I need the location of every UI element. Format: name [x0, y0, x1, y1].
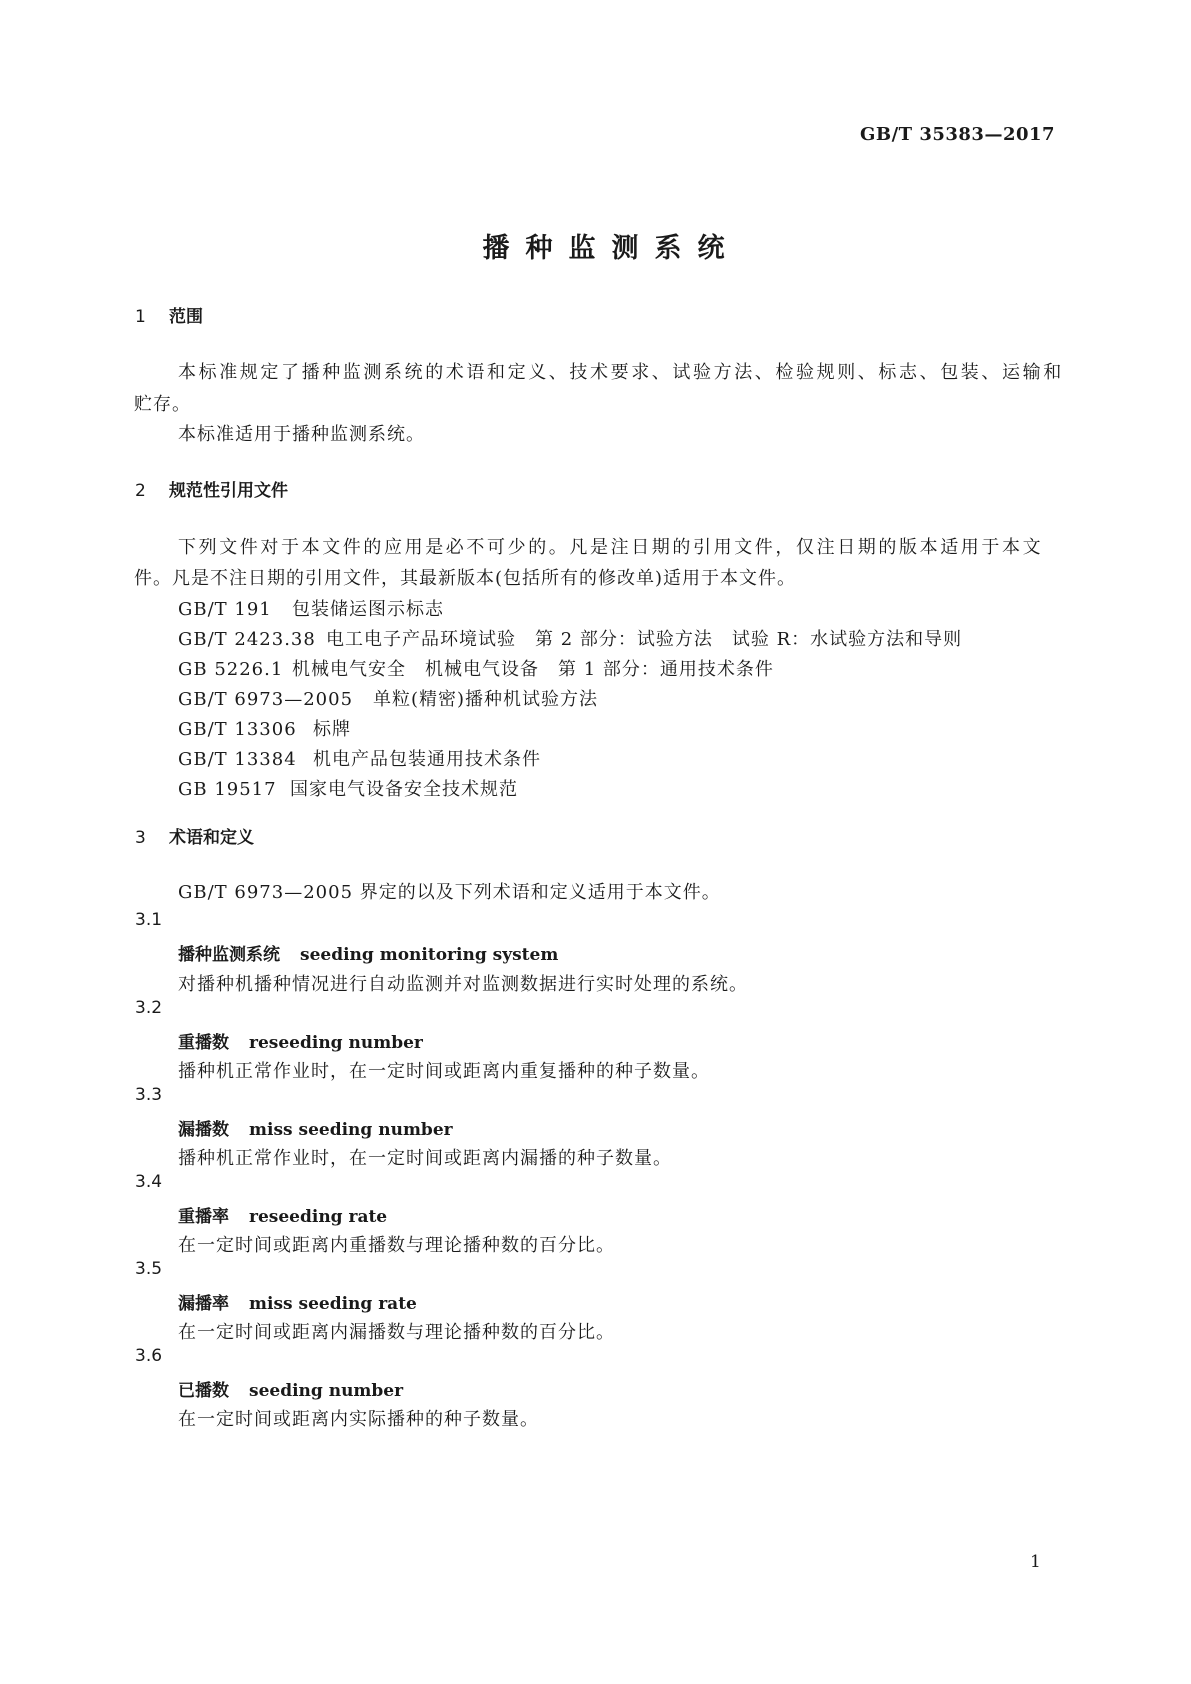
term-en: seeding number — [249, 1381, 404, 1401]
reference-item — [178, 685, 598, 711]
term-definition: 在一定时间或距离内重播数与理论播种数的百分比。 — [178, 1235, 615, 1256]
term-heading — [178, 1202, 387, 1227]
s2-intro-line-1: 下列文件对于本文件的应用是必不可少的。凡是注日期的引用文件，仅注日期的版本适用于本文 — [178, 537, 1044, 558]
section-number: 1 — [135, 307, 146, 327]
term-heading — [178, 1376, 403, 1401]
reference-title: 包装储运图示标志 — [292, 599, 444, 620]
term-zh: 播种监测系统 — [178, 945, 280, 965]
reference-title: 国家电气设备安全技术规范 — [290, 779, 518, 800]
term-zh: 漏播率 — [178, 1294, 229, 1314]
term-heading — [178, 1115, 453, 1140]
term-definition: 在一定时间或距离内漏播数与理论播种数的百分比。 — [178, 1322, 615, 1343]
term-en: seeding monitoring system — [300, 945, 559, 965]
reference-item — [178, 775, 518, 801]
reference-item — [178, 595, 444, 621]
reference-item — [178, 655, 774, 681]
term-en: miss seeding rate — [249, 1294, 417, 1314]
term-en: reseeding number — [249, 1033, 423, 1053]
reference-item — [178, 715, 351, 741]
term-number: 3.4 — [135, 1172, 163, 1192]
s1-paragraph-2: 本标准适用于播种监测系统。 — [178, 424, 425, 445]
term-number: 3.5 — [135, 1259, 163, 1279]
s1-paragraph-1-line-1: 本标准规定了播种监测系统的术语和定义、技术要求、试验方法、检验规则、标志、包装、运输和 — [178, 362, 1064, 383]
page-number: 1 — [1030, 1552, 1041, 1572]
term-definition: 播种机正常作业时，在一定时间或距离内漏播的种子数量。 — [178, 1148, 672, 1169]
term-zh: 漏播数 — [178, 1120, 229, 1140]
s3-intro: GB/T 6973—2005 界定的以及下列术语和定义适用于本文件。 — [178, 882, 721, 903]
reference-item — [178, 745, 541, 771]
term-definition: 播种机正常作业时，在一定时间或距离内重复播种的种子数量。 — [178, 1061, 710, 1082]
term-zh: 重播数 — [178, 1033, 229, 1053]
term-zh: 重播率 — [178, 1207, 229, 1227]
reference-item — [178, 625, 962, 651]
section-title: 范围 — [169, 307, 203, 327]
reference-code: GB 19517 — [178, 779, 277, 800]
reference-title: 机械电气安全 机械电气设备 第 1 部分：通用技术条件 — [292, 659, 774, 680]
term-definition: 在一定时间或距离内实际播种的种子数量。 — [178, 1409, 539, 1430]
section-1-heading — [135, 302, 203, 327]
reference-code: GB/T 6973—2005 — [178, 689, 354, 710]
reference-code: GB/T 13306 — [178, 719, 297, 740]
standard-number: GB/T 35383—2017 — [860, 124, 1056, 145]
section-title: 术语和定义 — [169, 828, 254, 848]
term-number: 3.6 — [135, 1346, 163, 1366]
s1-paragraph-1-line-2: 贮存。 — [134, 394, 191, 415]
term-definition: 对播种机播种情况进行自动监测并对监测数据进行实时处理的系统。 — [178, 974, 748, 995]
section-title: 规范性引用文件 — [169, 481, 288, 501]
term-number: 3.2 — [135, 998, 163, 1018]
section-2-heading — [135, 476, 288, 501]
reference-code: GB 5226.1 — [178, 659, 284, 680]
term-number: 3.3 — [135, 1085, 163, 1105]
section-number: 3 — [135, 828, 146, 848]
section-3-heading — [135, 823, 254, 848]
reference-title: 电工电子产品环境试验 第 2 部分：试验方法 试验 R：水试验方法和导则 — [326, 629, 963, 650]
term-heading — [178, 940, 558, 965]
reference-code: GB/T 13384 — [178, 749, 297, 770]
term-en: reseeding rate — [249, 1207, 388, 1227]
reference-title: 机电产品包装通用技术条件 — [313, 749, 541, 770]
term-heading — [178, 1028, 423, 1053]
section-number: 2 — [135, 481, 146, 501]
s2-intro-line-2: 件。凡是不注日期的引用文件，其最新版本(包括所有的修改单)适用于本文件。 — [134, 568, 797, 589]
document-title: 播种监测系统 — [482, 233, 741, 264]
term-en: miss seeding number — [249, 1120, 453, 1140]
reference-title: 单粒(精密)播种机试验方法 — [373, 689, 599, 710]
term-number: 3.1 — [135, 910, 163, 930]
reference-title: 标牌 — [313, 719, 351, 740]
term-heading — [178, 1289, 417, 1314]
reference-code: GB/T 2423.38 — [178, 629, 316, 650]
reference-code: GB/T 191 — [178, 599, 272, 620]
term-zh: 已播数 — [178, 1381, 229, 1401]
